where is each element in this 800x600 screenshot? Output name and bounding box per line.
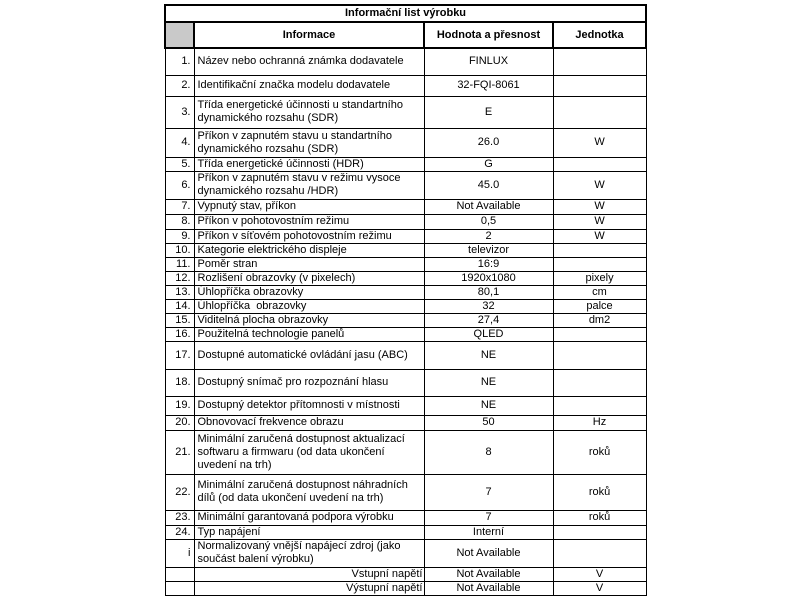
info-cell: Úhlopříčka obrazovky (194, 299, 424, 313)
info-cell: Výstupní napětí (194, 581, 424, 595)
row-number-cell: 23. (165, 510, 194, 525)
unit-cell: pixely (553, 271, 646, 285)
info-cell: Identifikační značka modelu dodavatele (194, 75, 424, 96)
table-row (165, 285, 646, 299)
info-cell: Příkon v pohotovostním režimu (194, 214, 424, 229)
info-cell: Normalizovaný vnější napájecí zdroj (jako součást balení výrobku) (194, 539, 424, 567)
table-row (165, 525, 646, 539)
value-cell: 2 (424, 229, 553, 243)
value-cell: 50 (424, 415, 553, 430)
table-row (165, 474, 646, 510)
row-number-cell: 5. (165, 157, 194, 171)
column-header-hodnota: Hodnota a přesnost (424, 22, 553, 48)
unit-cell (553, 369, 646, 396)
corner-cell (165, 22, 194, 48)
value-cell: NE (424, 369, 553, 396)
unit-cell: W (553, 229, 646, 243)
unit-cell: V (553, 581, 646, 595)
info-cell: Minimální zaručená dostupnost náhradních dílů (od data ukončení uvedení na trh) (194, 474, 424, 510)
row-number-cell: 11. (165, 257, 194, 271)
value-cell: 0,5 (424, 214, 553, 229)
row-number-cell: 6. (165, 171, 194, 199)
value-cell: 7 (424, 474, 553, 510)
table-row (165, 214, 646, 229)
row-number-cell (165, 567, 194, 581)
column-header-jednotka: Jednotka (553, 22, 646, 48)
row-number-cell: 7. (165, 199, 194, 214)
table-row (165, 567, 646, 581)
info-cell: Minimální zaručená dostupnost aktualizací softwaru a firmwaru (od data ukončení uvedení na trh) (194, 430, 424, 474)
row-number-cell: 16. (165, 327, 194, 341)
info-cell: Minimální garantovaná podpora výrobku (194, 510, 424, 525)
table-row (165, 415, 646, 430)
value-cell: Not Available (424, 567, 553, 581)
table-row (165, 510, 646, 525)
unit-cell (553, 257, 646, 271)
row-number-cell: 8. (165, 214, 194, 229)
table-row (165, 75, 646, 96)
unit-cell: W (553, 171, 646, 199)
table-row (165, 539, 646, 567)
unit-cell: cm (553, 285, 646, 299)
table-row (165, 229, 646, 243)
info-cell: Příkon v zapnutém stavu v režimu vysoce dynamického rozsahu /HDR) (194, 171, 424, 199)
info-cell: Třída energetické účinnosti (HDR) (194, 157, 424, 171)
table-row (165, 369, 646, 396)
info-cell: Vypnutý stav, příkon (194, 199, 424, 214)
row-number-cell (165, 581, 194, 595)
row-number-cell: 4. (165, 128, 194, 157)
value-cell: NE (424, 341, 553, 369)
table-row (165, 341, 646, 369)
unit-cell: dm2 (553, 313, 646, 327)
unit-cell (553, 243, 646, 257)
table-row (165, 430, 646, 474)
value-cell: Not Available (424, 199, 553, 214)
row-number-cell: 19. (165, 396, 194, 415)
info-cell: Příkon v zapnutém stavu u standartního dynamického rozsahu (SDR) (194, 128, 424, 157)
value-cell: 80,1 (424, 285, 553, 299)
unit-cell (553, 96, 646, 128)
value-cell: 1920x1080 (424, 271, 553, 285)
value-cell: Not Available (424, 581, 553, 595)
value-cell: 16:9 (424, 257, 553, 271)
row-number-cell: 13. (165, 285, 194, 299)
row-number-cell: 22. (165, 474, 194, 510)
table-row (165, 243, 646, 257)
table-row (165, 199, 646, 214)
unit-cell: V (553, 567, 646, 581)
unit-cell (553, 525, 646, 539)
value-cell: televizor (424, 243, 553, 257)
row-number-cell: 21. (165, 430, 194, 474)
info-cell: Viditelná plocha obrazovky (194, 313, 424, 327)
unit-cell: palce (553, 299, 646, 313)
value-cell: QLED (424, 327, 553, 341)
table-row (165, 581, 646, 595)
unit-cell: W (553, 214, 646, 229)
row-number-cell: 12. (165, 271, 194, 285)
info-cell: Použitelná technologie panelů (194, 327, 424, 341)
info-cell: Rozlišení obrazovky (v pixelech) (194, 271, 424, 285)
row-number-cell: 20. (165, 415, 194, 430)
info-cell: Dostupný detektor přítomnosti v místnosti (194, 396, 424, 415)
table-row (165, 128, 646, 157)
table-row (165, 396, 646, 415)
table-row (165, 257, 646, 271)
unit-cell (553, 157, 646, 171)
info-cell: Obnovovací frekvence obrazu (194, 415, 424, 430)
column-header-row (165, 22, 646, 48)
unit-cell: roků (553, 510, 646, 525)
row-number-cell: 18. (165, 369, 194, 396)
unit-cell (553, 539, 646, 567)
table-row (165, 327, 646, 341)
title-row (165, 5, 646, 22)
value-cell: 7 (424, 510, 553, 525)
row-number-cell: 10. (165, 243, 194, 257)
unit-cell (553, 396, 646, 415)
value-cell: 27,4 (424, 313, 553, 327)
table-row (165, 171, 646, 199)
info-cell: Vstupní napětí (194, 567, 424, 581)
table-body (165, 48, 646, 595)
info-cell: Úhlopříčka obrazovky (194, 285, 424, 299)
info-cell: Dostupný snímač pro rozpoznání hlasu (194, 369, 424, 396)
unit-cell: roků (553, 430, 646, 474)
row-number-cell: 15. (165, 313, 194, 327)
value-cell: Not Available (424, 539, 553, 567)
row-number-cell: i (165, 539, 194, 567)
row-number-cell: 3. (165, 96, 194, 128)
row-number-cell: 9. (165, 229, 194, 243)
value-cell: 32 (424, 299, 553, 313)
unit-cell: Hz (553, 415, 646, 430)
value-cell: FINLUX (424, 48, 553, 75)
table-row (165, 157, 646, 171)
table-row (165, 96, 646, 128)
table-title: Informační list výrobku (165, 5, 646, 22)
row-number-cell: 1. (165, 48, 194, 75)
value-cell: 32-FQI-8061 (424, 75, 553, 96)
info-cell: Poměr stran (194, 257, 424, 271)
row-number-cell: 17. (165, 341, 194, 369)
unit-cell (553, 48, 646, 75)
value-cell: 45.0 (424, 171, 553, 199)
unit-cell: roků (553, 474, 646, 510)
value-cell: Interní (424, 525, 553, 539)
table-row (165, 271, 646, 285)
info-cell: Třída energetické účinnosti u standartního dynamického rozsahu (SDR) (194, 96, 424, 128)
value-cell: NE (424, 396, 553, 415)
row-number-cell: 2. (165, 75, 194, 96)
info-cell: Příkon v síťovém pohotovostním režimu (194, 229, 424, 243)
unit-cell (553, 327, 646, 341)
row-number-cell: 24. (165, 525, 194, 539)
info-cell: Název nebo ochranná známka dodavatele (194, 48, 424, 75)
product-info-table (164, 4, 647, 596)
value-cell: 8 (424, 430, 553, 474)
unit-cell: W (553, 128, 646, 157)
info-cell: Typ napájení (194, 525, 424, 539)
table-row (165, 299, 646, 313)
value-cell: E (424, 96, 553, 128)
unit-cell (553, 341, 646, 369)
value-cell: 26.0 (424, 128, 553, 157)
column-header-informace: Informace (194, 22, 424, 48)
table-row (165, 48, 646, 75)
info-cell: Dostupné automatické ovládání jasu (ABC) (194, 341, 424, 369)
unit-cell: W (553, 199, 646, 214)
row-number-cell: 14. (165, 299, 194, 313)
info-cell: Kategorie elektrického displeje (194, 243, 424, 257)
value-cell: G (424, 157, 553, 171)
table-row (165, 313, 646, 327)
unit-cell (553, 75, 646, 96)
